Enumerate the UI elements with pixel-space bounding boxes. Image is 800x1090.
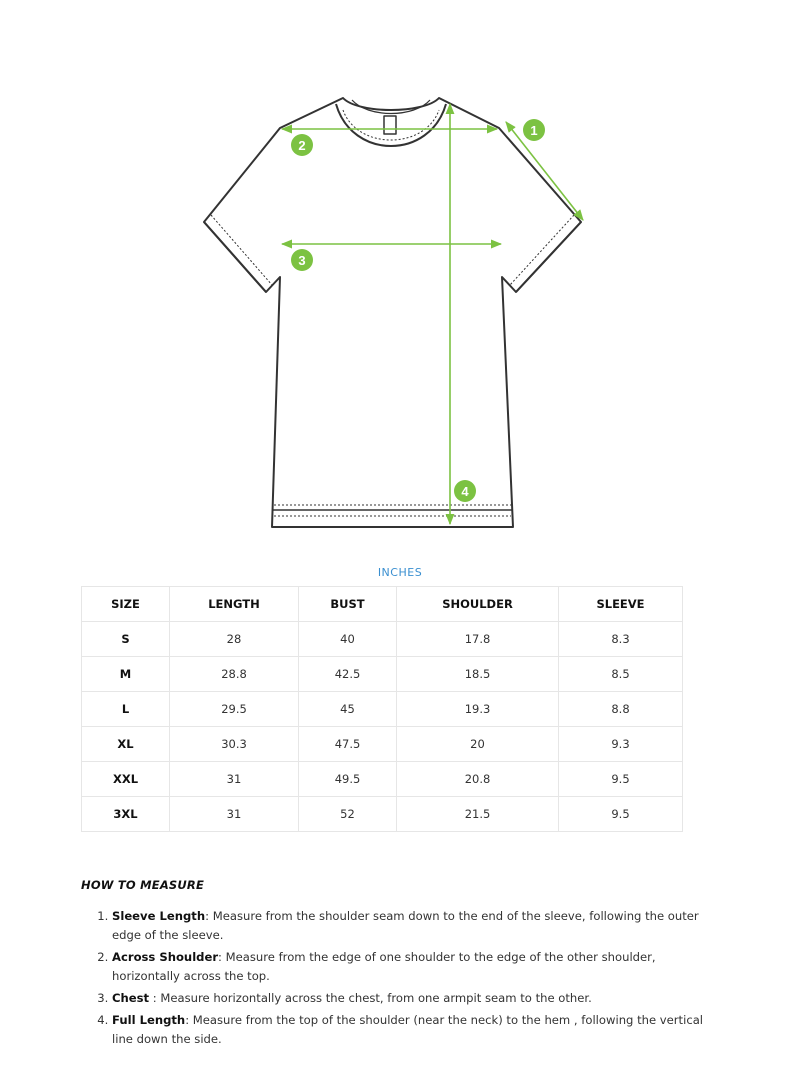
length-cell: 28 [170,622,299,657]
header-sleeve: SLEEVE [559,587,683,622]
svg-text:2: 2 [298,138,306,153]
list-item [112,948,712,986]
marker-3-badge [291,249,313,271]
bust-cell: 47.5 [299,727,397,762]
step-text: Measure from the edge of one shoulder to the edge of the other shoulder, horizontally across the top. [112,950,656,983]
length-cell: 30.3 [170,727,299,762]
svg-text:4: 4 [461,484,469,499]
tshirt-body-outline [204,98,581,527]
bust-cell: 40 [299,622,397,657]
sleeve-cell: 8.3 [559,622,683,657]
step-separator: : [149,991,157,1005]
marker-1-badge [523,119,545,141]
shoulder-cell: 20 [397,727,559,762]
shoulder-cell: 21.5 [397,797,559,832]
left-sleeve-hem [204,222,266,292]
header-size: SIZE [82,587,170,622]
bust-cell: 45 [299,692,397,727]
step-separator: : [218,950,222,964]
sleeve-cell: 8.8 [559,692,683,727]
table-row [82,797,683,832]
tshirt-outline [204,98,581,527]
step-term: Sleeve Length [112,909,206,923]
step-term: Chest [112,991,150,1005]
length-cell: 29.5 [170,692,299,727]
sleeve-cell: 9.5 [559,797,683,832]
size-cell: 3XL [82,797,170,832]
sleeve-length-arrow [506,122,583,220]
marker-4-badge [454,480,476,502]
step-separator: : [185,1013,190,1027]
list-item [112,1011,712,1049]
header-bust: BUST [299,587,397,622]
length-cell: 28.8 [170,657,299,692]
list-item [112,907,712,945]
step-text: Measure from the top of the shoulder (near the neck) to the hem , following the vertical line down the side. [112,1013,704,1046]
sleeve-cell: 8.5 [559,657,683,692]
shoulder-cell: 19.3 [397,692,559,727]
sleeve-cell: 9.5 [559,762,683,797]
size-cell: S [82,622,170,657]
shoulder-cell: 18.5 [397,657,559,692]
table-row [82,762,683,797]
bust-cell: 49.5 [299,762,397,797]
list-item [112,989,712,1008]
svg-text:3: 3 [298,253,306,268]
table-row [82,657,683,692]
size-cell: L [82,692,170,727]
step-term: Across Shoulder [112,950,219,964]
step-separator: : [205,909,210,923]
size-chart-table [81,586,683,832]
neck-tag [384,116,396,134]
size-cell: XL [82,727,170,762]
length-cell: 31 [170,762,299,797]
how-to-measure-list [81,907,712,1052]
how-to-measure-title: HOW TO MEASURE [81,878,205,892]
bust-cell: 42.5 [299,657,397,692]
tshirt-diagram [0,0,800,540]
table-row [82,727,683,762]
step-term: Full Length [112,1013,186,1027]
size-cell: M [82,657,170,692]
size-cell: XXL [82,762,170,797]
step-text: Measure from the shoulder seam down to the end of the sleeve, following the outer edge of the sleeve. [112,909,699,942]
bust-cell: 52 [299,797,397,832]
shoulder-cell: 17.8 [397,622,559,657]
header-shoulder: SHOULDER [397,587,559,622]
shoulder-cell: 20.8 [397,762,559,797]
right-sleeve-hem [516,222,581,292]
svg-text:1: 1 [530,123,538,138]
header-length: LENGTH [170,587,299,622]
step-text: Measure horizontally across the chest, from one armpit seam to the other. [156,991,592,1005]
length-cell: 31 [170,797,299,832]
marker-2-badge [291,134,313,156]
table-row [82,622,683,657]
table-row [82,692,683,727]
table-header-row [82,587,683,622]
sleeve-cell: 9.3 [559,727,683,762]
units-label: INCHES [377,566,423,579]
